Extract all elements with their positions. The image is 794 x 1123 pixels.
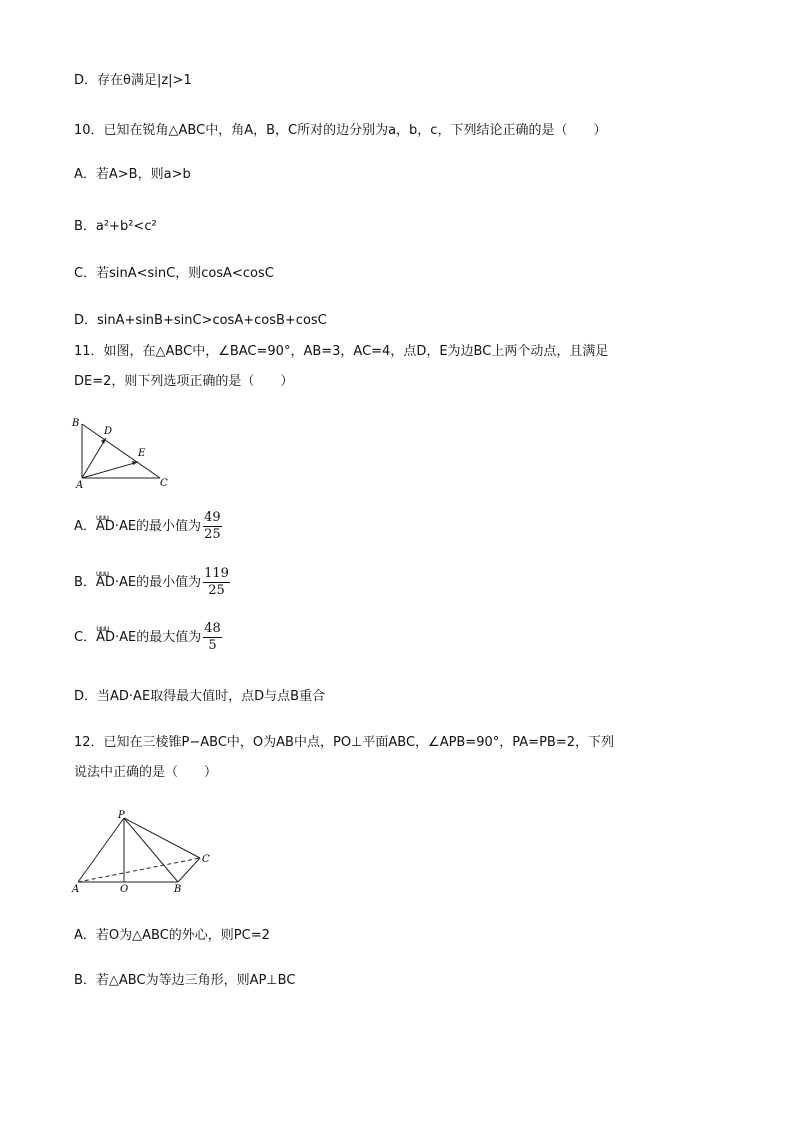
q11-option-b (74, 566, 230, 599)
q11-option-c-fraction (203, 621, 222, 654)
q11-option-a-text: uuu AD·AE的最小值为 (96, 518, 201, 536)
q11-stem-line1: 11．如图，在△ABC中，∠BAC=90°，AB=3，AC=4，点D，E为边BC上两个动点，且满足 (74, 344, 609, 359)
q11-option-b-fraction (203, 566, 230, 599)
q9-option-d: D．存在θ满足|z|>1 (74, 73, 192, 88)
q11-option-a-fraction (203, 510, 222, 543)
q11-stem-line2: DE=2，则下列选项正确的是（ ） (74, 374, 294, 389)
q12-label-p: P (118, 810, 125, 821)
q11-option-b-prefix: B． (74, 575, 96, 590)
q11-option-c-num: 48 (204, 621, 221, 636)
q12-stem-line1: 12．已知在三棱锥P−ABC中，O为AB中点，PO⊥平面ABC，∠APB=90°，PA=PB=2，下列 (74, 735, 614, 750)
q10-stem: 10．已知在锐角△ABC中，角A，B，C所对的边分别为a，b，c，下列结论正确的是（ ） (74, 123, 607, 138)
q10-option-a: A．若A>B，则a>b (74, 167, 191, 182)
q11-triangle-figure (70, 416, 180, 492)
q11-label-d: D (104, 426, 113, 437)
q11-option-c-text: uuu AD·AE的最大值为 (96, 629, 201, 647)
q11-option-b-num: 119 (204, 566, 229, 581)
q12-stem-line2: 说法中正确的是（ ） (74, 765, 218, 780)
q11-label-e: E (138, 448, 146, 459)
q11-option-a-num: 49 (204, 510, 221, 525)
q11-option-b-den: 25 (208, 583, 225, 598)
q12-label-o: O (120, 884, 129, 895)
q11-option-c-prefix: C． (74, 630, 97, 645)
q11-option-a (74, 510, 222, 543)
q12-label-b: B (174, 884, 182, 895)
q11-label-c: C (160, 478, 168, 489)
q11-option-a-prefix: A． (74, 519, 96, 534)
q11-option-b-text: uuu AD·AE的最小值为 (96, 574, 201, 592)
q10-option-d: D．sinA+sinB+sinC>cosA+cosB+cosC (74, 313, 327, 328)
q11-option-d: D．当AD·AE取得最大值时，点D与点B重合 (74, 689, 326, 704)
q11-label-a: A (76, 480, 84, 491)
q11-option-c-den: 5 (208, 638, 217, 653)
q12-option-b: B．若△ABC为等边三角形，则AP⊥BC (74, 973, 296, 988)
q12-option-a: A．若O为△ABC的外心，则PC=2 (74, 928, 270, 943)
q12-label-a: A (72, 884, 80, 895)
q11-option-a-den: 25 (204, 527, 221, 542)
q10-option-c: C．若sinA<sinC，则cosA<cosC (74, 266, 274, 281)
q12-label-c: C (202, 854, 210, 865)
q11-option-c (74, 621, 222, 654)
q10-option-b: B．a²+b²<c² (74, 219, 157, 234)
q12-pyramid-figure (66, 808, 216, 896)
q11-label-b: B (72, 418, 80, 429)
